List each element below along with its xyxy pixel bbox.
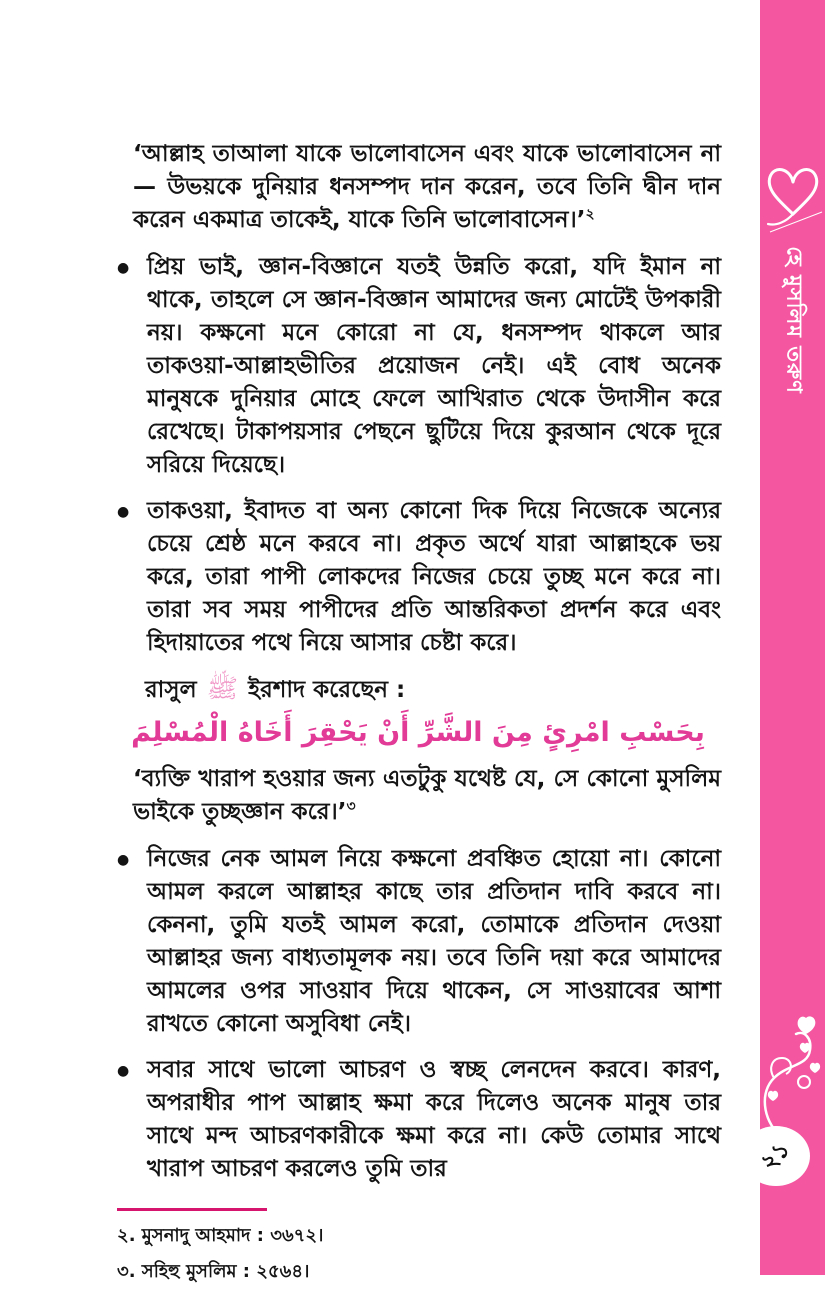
hadith-arabic-text: بِحَسْبِ امْرِئٍ مِنَ الشَّرِّ أَنْ يَحْقِرَ أَخَاهُ الْمُسْلِمَ	[131, 717, 705, 748]
footnote-2: ২. মুসনাদু আহমাদ : ৩৬৭২।	[117, 1225, 324, 1246]
footnote-divider	[117, 1208, 267, 1211]
hadith-intro-before: রাসুল	[145, 677, 197, 703]
page-number-badge	[742, 1126, 810, 1186]
hadith-translation-text: ‘ব্যক্তি খারাপ হওয়ার জন্য এতটুকু যথেষ্ট যে, সে কোনো মুসলিম ভাইকে তুচ্ছজ্ঞান করে।’	[133, 766, 721, 825]
bullet-item: ● নিজের নেক আমল নিয়ে কক্ষনো প্রবঞ্চিত হোয়ো না। কোনো আমল করলে আল্লাহর কাছে তার প্রতিদান দাবি করবে না। কেননা, তুমি যতই আমল করো, তোমাকে প্রতিদান দেওয়া আল্লাহর জন্য বাধ্যতামূলক নয়। তবে তিনি দয়া করে আমাদের আমলের ওপর সাওয়াব দিয়ে থাকেন, সে সাওয়াবের আশা রাখতে কোনো অসুবিধা নেই।	[115, 843, 721, 1041]
sidebar-chapter-title: হে মুসলিম তরুণ	[782, 246, 806, 394]
hadith-intro-after: ইরশাদ করেছেন :	[248, 677, 406, 703]
footnote-3: ৩. সহিহু মুসলিম : ২৫৬৪।	[117, 1261, 310, 1282]
decorative-side-bar	[755, 0, 825, 1275]
bullet-list-bottom	[115, 843, 721, 1186]
footnotes-section	[115, 1208, 721, 1287]
opening-quote	[133, 138, 721, 237]
heart-outline-icon	[762, 152, 824, 240]
sallallahu-alaihi-wasallam-symbol: ﷺ	[206, 674, 239, 704]
bullet-item: ● তাকওয়া, ইবাদত বা অন্য কোনো দিক দিয়ে নিজেকে অন্যের চেয়ে শ্রেষ্ঠ মনে করবে না। প্রকৃত অর্থে যারা আল্লাহকে ভয় করে, তারা পাপী লোকদের নিজের চেয়ে তুচ্ছ মনে করে না। তারা সব সময় পাপীদের প্রতি আন্তরিকতা প্রদর্শন করে এবং হিদায়াতের পথে নিয়ে আসার চেষ্টা করে।	[115, 495, 721, 660]
footnote-ref-3: ৩	[346, 798, 356, 815]
bullet-item: ● প্রিয় ভাই, জ্ঞান-বিজ্ঞানে যতই উন্নতি করো, যদি ইমান না থাকে, তাহলে সে জ্ঞান-বিজ্ঞান আমাদের জন্য মোটেই উপকারী নয়। কক্ষনো মনে কোরো না যে, ধনসম্পদ থাকলে আর তাকওয়া-আল্লাহভীতির প্রয়োজন নেই। এই বোধ অনেক মানুষকে দুনিয়ার মোহে ফেলে আখিরাত থেকে উদাসীন করে রেখেছে। টাকাপয়সার পেছনে ছুটিয়ে দিয়ে কুরআন থেকে দূরে সরিয়ে দিয়েছে।	[115, 251, 721, 482]
page-number: ২১	[755, 1135, 796, 1176]
hadith-translation	[133, 763, 721, 829]
page-content	[115, 138, 721, 1293]
hearts-flourish-icon	[760, 1008, 825, 1140]
bullet-list-top	[115, 251, 721, 660]
hadith-intro-line	[145, 673, 721, 707]
opening-quote-text: ‘আল্লাহ তাআলা যাকে ভালোবাসেন এবং যাকে ভালোবাসেন না— উভয়কে দুনিয়ার ধনসম্পদ দান করেন, তবে তিনি দ্বীন দান করেন একমাত্র তাকেই, যাকে তিনি ভালোবাসেন।’	[133, 141, 721, 233]
footnote-ref-2: ২	[585, 206, 595, 223]
bullet-item: ● সবার সাথে ভালো আচরণ ও স্বচ্ছ লেনদেন করবে। কারণ, অপরাধীর পাপ আল্লাহ ক্ষমা করে দিলেও অনেক মানুষ তার সাথে মন্দ আচরণকারীকে ক্ষমা করে না। কেউ তোমার সাথে খারাপ আচরণ করলেও তুমি তার	[115, 1054, 721, 1186]
